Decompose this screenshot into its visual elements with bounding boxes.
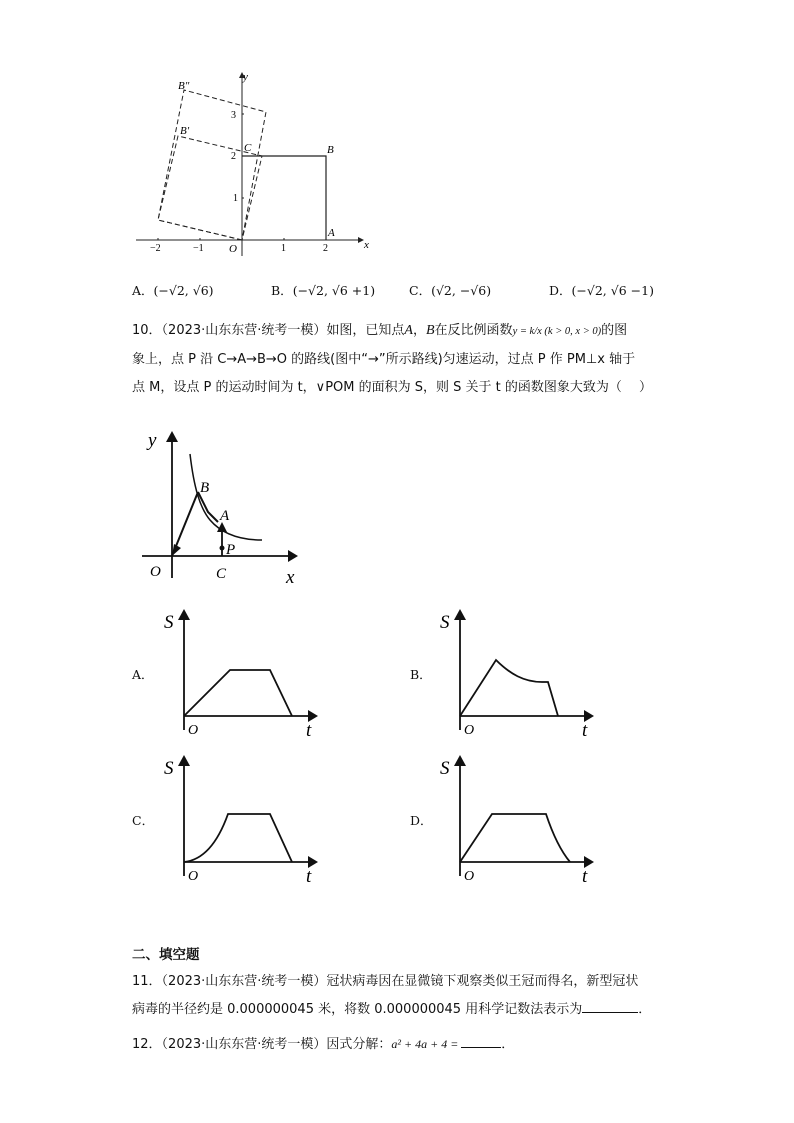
y-label: y: [148, 430, 157, 451]
q9-option-c[interactable]: C．(√2, −√6): [409, 283, 492, 298]
tick-x-2: 2: [323, 243, 328, 254]
section-heading: 二、填空题: [132, 947, 200, 963]
point-b-double-prime-label: B″: [178, 80, 190, 92]
y-label: y: [243, 71, 248, 83]
choice-d-graph[interactable]: [436, 752, 596, 888]
q10-question: [132, 317, 672, 402]
q10-line-2: 象上，点 P 沿 C→A→B→O 的路线(图中“→”所示路线)匀速运动，过点 P 作 PM⊥x 轴于: [132, 352, 636, 367]
s-t-curve: [460, 814, 570, 862]
svg-text:O: O: [188, 723, 199, 738]
point-c-label: C: [244, 142, 252, 154]
origin-label: O: [150, 564, 161, 580]
choice-b-letter[interactable]: B．: [410, 667, 432, 682]
x-label: x: [364, 239, 369, 251]
s-t-curve: [460, 660, 558, 716]
point-a-label: A: [220, 508, 230, 524]
y-axis-arrow: [166, 431, 178, 442]
point-b-prime-label: B′: [180, 125, 190, 137]
q9-option-b[interactable]: B．(−√2, √6 +1): [271, 283, 376, 298]
choice-c-graph[interactable]: [160, 752, 320, 888]
origin-label: O: [229, 243, 237, 255]
s-t-curve: [184, 814, 292, 862]
point-b-label: B: [200, 480, 210, 496]
svg-text:S: S: [164, 758, 174, 779]
q12-expression: a² + 4a + 4 =: [391, 1037, 459, 1051]
q11-line-2: 病毒的半径约是 0.000000045 米，将数 0.000000045 用科学记数法表示为 ．: [132, 996, 672, 1024]
x-label: x: [286, 567, 295, 588]
point-b-label: B: [327, 144, 334, 156]
s-t-curve: [184, 670, 292, 716]
svg-text:t: t: [582, 866, 588, 887]
rectangle-oabc: [242, 156, 326, 240]
svg-text:t: t: [306, 866, 312, 887]
choice-d-letter[interactable]: D．: [410, 813, 433, 828]
function-expression: y = k/x (k > 0, x > 0): [512, 326, 602, 337]
q9-option-a[interactable]: A．(−√2, √6): [132, 283, 214, 298]
tick-y-3: 3: [231, 110, 236, 121]
svg-text:O: O: [464, 869, 475, 884]
q11-question: [132, 968, 672, 1024]
svg-text:S: S: [440, 612, 450, 633]
point-c-label: C: [216, 566, 227, 582]
hyperbola-figure: [140, 428, 310, 590]
q11-answer-blank[interactable]: [582, 998, 638, 1013]
choice-c-letter[interactable]: C．: [132, 813, 155, 828]
tick-x-1: 1: [281, 243, 286, 254]
q11-line-1: 11．（2023·山东东营·统考一模）冠状病毒因在显微镜下观察类似王冠而得名，新型冠状: [132, 974, 639, 989]
point-p-label: P: [226, 542, 236, 558]
svg-text:S: S: [164, 612, 174, 633]
svg-text:t: t: [582, 720, 588, 741]
q9-option-d[interactable]: D．(−√2, √6 −1): [549, 283, 654, 298]
svg-text:t: t: [306, 720, 312, 741]
point-p: [220, 546, 225, 551]
choice-a-graph[interactable]: [160, 606, 320, 742]
dashed-square-b-double-prime: [158, 90, 266, 240]
tick-y-2: 2: [231, 151, 236, 162]
tick-x-neg1: −1: [193, 243, 204, 254]
rotated-square-figure: [130, 68, 370, 260]
choice-b-graph[interactable]: [436, 606, 596, 742]
svg-text:O: O: [188, 869, 199, 884]
choice-a-letter[interactable]: A．: [132, 667, 154, 682]
tick-y-1: 1: [233, 193, 238, 204]
q12-answer-blank[interactable]: [461, 1033, 501, 1048]
svg-text:S: S: [440, 758, 450, 779]
q10-line-1: 10．（2023·山东东营·统考一模）如图，已知点A，B在反比例函数y = k/x (k > 0, x > 0)的图: [132, 323, 628, 338]
svg-text:O: O: [464, 723, 475, 738]
q10-line-3: 点 M，设点 P 的运动时间为 t，∨POM 的面积为 S，则 S 关于 t 的函数图象大致为（ ）: [132, 380, 653, 395]
point-a-label: A: [328, 227, 335, 239]
tick-x-neg2: −2: [150, 243, 161, 254]
x-axis-arrow: [288, 550, 298, 562]
q12-question: 12．（2023·山东东营·统考一模）因式分解：a² + 4a + 4 = ．: [132, 1030, 672, 1059]
